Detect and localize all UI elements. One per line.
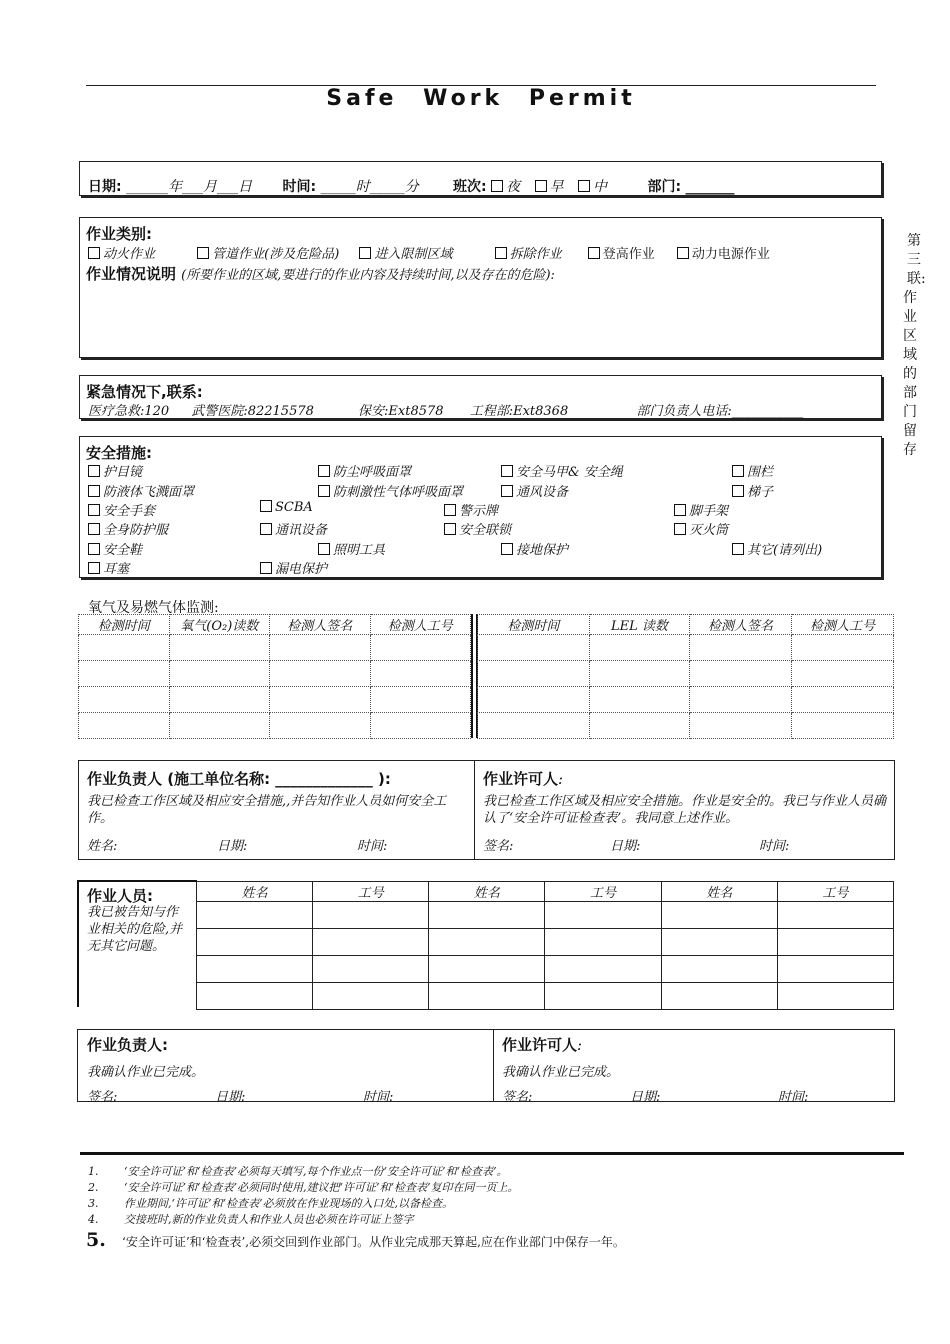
gas-header: LEL 读数 bbox=[589, 615, 689, 635]
table-row bbox=[79, 661, 471, 687]
date-label: 日期: bbox=[88, 179, 122, 195]
approval-left-text: 我已检查工作区域及相应安全措施,,并告知作业人员如何安全工作。 bbox=[87, 794, 447, 826]
checkbox-icon bbox=[444, 504, 456, 516]
workers-label: 作业人员: bbox=[87, 887, 153, 905]
table-row bbox=[79, 713, 471, 739]
shift-option-morning[interactable]: 早 bbox=[535, 179, 564, 195]
gas-header: 检测人签名 bbox=[270, 615, 370, 635]
checkbox-icon bbox=[501, 543, 513, 555]
gas-table-left bbox=[78, 614, 471, 739]
worker-header: 姓名 bbox=[429, 882, 545, 902]
side-char: 存 bbox=[903, 442, 917, 458]
worker-header: 姓名 bbox=[661, 882, 777, 902]
side-char: 门 bbox=[903, 404, 917, 420]
completion-left-text: 我确认作业已完成。 bbox=[87, 1065, 205, 1080]
emergency-medical: 医疗急救:120 bbox=[88, 404, 170, 419]
sign-date-label: 日期: bbox=[215, 1090, 246, 1105]
worker-header: 工号 bbox=[313, 882, 429, 902]
shift-option-night[interactable]: 夜 bbox=[491, 179, 520, 195]
gas-header: 检测时间 bbox=[79, 615, 170, 635]
side-char: 业 bbox=[903, 309, 917, 325]
work-desc-area[interactable] bbox=[86, 284, 874, 352]
checkbox-icon bbox=[197, 247, 209, 259]
checkbox-icon bbox=[677, 247, 689, 259]
completion-box bbox=[77, 1029, 895, 1105]
safety-item[interactable]: 脚手架 bbox=[674, 500, 728, 519]
worker-header: 姓名 bbox=[197, 882, 313, 902]
table-row bbox=[197, 929, 894, 956]
time-field[interactable]: _____时_____分 bbox=[320, 179, 419, 195]
safety-item[interactable]: 警示牌 bbox=[444, 500, 498, 519]
safety-item[interactable]: 防液体飞溅面罩 bbox=[88, 481, 194, 500]
checkbox-icon bbox=[578, 180, 590, 192]
work-type-power[interactable]: 动力电源作业 bbox=[677, 247, 770, 262]
workers-table bbox=[196, 881, 894, 1010]
checkbox-icon bbox=[501, 485, 513, 497]
side-char: 联: bbox=[907, 271, 926, 287]
safety-item[interactable]: 接地保护 bbox=[501, 539, 568, 558]
sign-date-label: 日期: bbox=[217, 839, 248, 854]
work-type-confined[interactable]: 进入限制区域 bbox=[359, 247, 452, 262]
workers-box bbox=[77, 880, 197, 1007]
table-row bbox=[478, 687, 894, 713]
safety-item[interactable]: 防刺激性气体呼吸面罩 bbox=[318, 481, 463, 500]
checkbox-icon bbox=[674, 523, 686, 535]
checkbox-icon bbox=[732, 485, 744, 497]
note-item: 1. ‘安全许可证’和‘检查表’必须每天填写,每个作业点一份‘安全许可证’和‘检查表’。 bbox=[88, 1165, 508, 1178]
safety-item[interactable]: 通讯设备 bbox=[260, 519, 327, 538]
emergency-engineering: 工程部:Ext8368 bbox=[469, 404, 569, 419]
gas-header: 氧气(O₂)读数 bbox=[169, 615, 270, 635]
time-label: 时间: bbox=[282, 179, 317, 195]
checkbox-icon bbox=[260, 500, 272, 512]
safety-item[interactable]: 安全马甲& 安全绳 bbox=[501, 461, 623, 480]
safety-item[interactable]: 漏电保护 bbox=[260, 558, 327, 577]
page-title: Safe Work Permit bbox=[326, 86, 636, 111]
shift-option-middle[interactable]: 中 bbox=[578, 179, 607, 195]
work-desc-hint: (所要作业的区域,要进行的作业内容及持续时间,以及存在的危险): bbox=[181, 268, 555, 283]
safety-box bbox=[79, 436, 882, 578]
gas-header: 检测人工号 bbox=[370, 615, 471, 635]
checkbox-icon bbox=[359, 247, 371, 259]
checkbox-icon bbox=[535, 180, 547, 192]
side-label bbox=[903, 232, 939, 460]
gas-header: 检测时间 bbox=[478, 615, 590, 635]
safety-item[interactable]: 通风设备 bbox=[501, 481, 568, 500]
notes-rule bbox=[80, 1152, 904, 1155]
checkbox-icon bbox=[501, 465, 513, 477]
gas-monitor-label: 氧气及易燃气体监测: bbox=[88, 600, 219, 616]
gas-table-right bbox=[477, 614, 894, 739]
workers-text: 我已被告知与作业相关的危险,并无其它问题。 bbox=[87, 905, 183, 954]
worker-header: 工号 bbox=[777, 882, 893, 902]
approval-left-title: 作业负责人 (施工单位名称: _____________ ): bbox=[87, 770, 391, 788]
gas-header: 检测人签名 bbox=[690, 615, 792, 635]
checkbox-icon bbox=[88, 543, 100, 555]
safety-item[interactable]: SCBA bbox=[260, 500, 313, 515]
emergency-dept-phone[interactable]: 部门负责人电话:___________ bbox=[636, 404, 804, 419]
note-item: 4. 交接班时,新的作业负责人和作业人员也必须在许可证上签字 bbox=[88, 1213, 414, 1226]
sign-name-label: 签名: bbox=[87, 1090, 118, 1105]
date-field[interactable]: ______年___月___日 bbox=[126, 179, 253, 195]
checkbox-icon bbox=[318, 465, 330, 477]
checkbox-icon bbox=[732, 543, 744, 555]
checkbox-icon bbox=[495, 247, 507, 259]
completion-right-colon: : bbox=[577, 1036, 583, 1054]
approval-right-colon: : bbox=[558, 770, 564, 788]
work-type-box bbox=[79, 217, 882, 358]
safety-item[interactable]: 全身防护服 bbox=[88, 519, 168, 538]
emergency-hospital: 武警医院:82215578 bbox=[191, 404, 314, 419]
work-type-demolition[interactable]: 拆除作业 bbox=[495, 247, 562, 262]
emergency-security: 保安:Ext8578 bbox=[358, 404, 444, 419]
approval-divider bbox=[474, 761, 475, 859]
sign-time-label: 时间: bbox=[357, 839, 388, 854]
sign-name-label: 签名: bbox=[502, 1090, 533, 1105]
checkbox-icon bbox=[491, 180, 503, 192]
note-item: 3. 作业期间,‘许可证’和‘检查表’必须放在作业现场的入口处,以备检查。 bbox=[88, 1197, 453, 1210]
emergency-box bbox=[79, 375, 882, 419]
table-row bbox=[478, 713, 894, 739]
sign-time-label: 时间: bbox=[759, 839, 790, 854]
dept-label: 部门: bbox=[647, 179, 682, 195]
table-row bbox=[79, 635, 471, 661]
checkbox-icon bbox=[88, 485, 100, 497]
checkbox-icon bbox=[318, 485, 330, 497]
sign-name-label: 姓名: bbox=[87, 839, 118, 854]
safety-item[interactable]: 防尘呼吸面罩 bbox=[318, 461, 411, 480]
approval-right-title: 作业许可人 bbox=[483, 770, 559, 788]
table-row bbox=[478, 635, 894, 661]
checkbox-icon bbox=[88, 523, 100, 535]
safety-item[interactable]: 灭火筒 bbox=[674, 519, 728, 538]
table-row bbox=[79, 687, 471, 713]
table-row bbox=[197, 983, 894, 1010]
approval-box bbox=[78, 760, 895, 860]
work-type-height[interactable]: 登高作业 bbox=[588, 247, 655, 262]
shift-label: 班次: bbox=[453, 179, 487, 195]
side-char: 部 bbox=[903, 385, 917, 401]
checkbox-icon bbox=[88, 562, 100, 574]
side-char: 三 bbox=[907, 252, 921, 268]
side-char: 区 bbox=[903, 328, 917, 344]
work-type-pipeline[interactable]: 管道作业(涉及危险品) bbox=[197, 247, 339, 262]
table-row bbox=[197, 902, 894, 929]
completion-left-title: 作业负责人: bbox=[87, 1036, 168, 1054]
completion-right-text: 我确认作业已完成。 bbox=[502, 1065, 620, 1080]
checkbox-icon bbox=[88, 247, 100, 259]
side-char: 第 bbox=[907, 233, 921, 249]
work-type-hot-work[interactable]: 动火作业 bbox=[88, 247, 155, 262]
checkbox-icon bbox=[88, 465, 100, 477]
checkbox-icon bbox=[732, 465, 744, 477]
checkbox-icon bbox=[88, 504, 100, 516]
checkbox-icon bbox=[260, 562, 272, 574]
side-char: 的 bbox=[903, 366, 917, 382]
checkbox-icon bbox=[444, 523, 456, 535]
gas-header: 检测人工号 bbox=[791, 615, 893, 635]
approval-right-text: 我已检查工作区域及相应安全措施。作业是安全的。我已与作业人员确认了‘安全许可证检查表’。我同意上述作业。 bbox=[483, 794, 887, 826]
safety-label: 安全措施: bbox=[86, 444, 152, 462]
dept-field[interactable]: _______ bbox=[685, 179, 735, 195]
safety-item[interactable]: 其它(请列出) bbox=[732, 539, 822, 558]
side-char: 作 bbox=[903, 290, 917, 306]
emergency-label: 紧急情况下,联系: bbox=[86, 383, 203, 401]
sign-name-label: 签名: bbox=[483, 839, 514, 854]
side-char: 留 bbox=[903, 423, 917, 439]
header-box bbox=[79, 161, 882, 196]
safety-item[interactable]: 耳塞 bbox=[88, 558, 129, 577]
checkbox-icon bbox=[588, 247, 600, 259]
sign-date-label: 日期: bbox=[630, 1090, 661, 1105]
sign-time-label: 时间: bbox=[363, 1090, 394, 1105]
work-type-label: 作业类别: bbox=[86, 225, 152, 243]
sign-time-label: 时间: bbox=[778, 1090, 809, 1105]
note-item: 2. ‘安全许可证’和‘检查表’必须同时使用,建议把‘许可证’和‘检查表’复印在同一页上。 bbox=[88, 1181, 519, 1194]
worker-header: 工号 bbox=[545, 882, 661, 902]
safety-item[interactable]: 安全手套 bbox=[88, 500, 155, 519]
safety-item[interactable]: 护目镜 bbox=[88, 461, 142, 480]
safety-item[interactable]: 安全鞋 bbox=[88, 539, 142, 558]
safety-item[interactable]: 梯子 bbox=[732, 481, 773, 500]
checkbox-icon bbox=[318, 543, 330, 555]
table-row bbox=[478, 661, 894, 687]
table-row bbox=[197, 956, 894, 983]
side-char: 域 bbox=[903, 347, 917, 363]
completion-right-title: 作业许可人 bbox=[502, 1036, 578, 1054]
checkbox-icon bbox=[674, 504, 686, 516]
work-desc-label: 作业情况说明 bbox=[86, 265, 177, 283]
safety-item[interactable]: 围栏 bbox=[732, 461, 773, 480]
safety-item[interactable]: 照明工具 bbox=[318, 539, 385, 558]
safety-item[interactable]: 安全联锁 bbox=[444, 519, 511, 538]
completion-divider bbox=[493, 1030, 494, 1101]
checkbox-icon bbox=[260, 523, 272, 535]
note-item: 5. ‘安全许可证’和‘检查表’,必须交回到作业部门。从作业完成那天算起,应在作业部门中保存一年。 bbox=[86, 1229, 625, 1251]
sign-date-label: 日期: bbox=[610, 839, 641, 854]
